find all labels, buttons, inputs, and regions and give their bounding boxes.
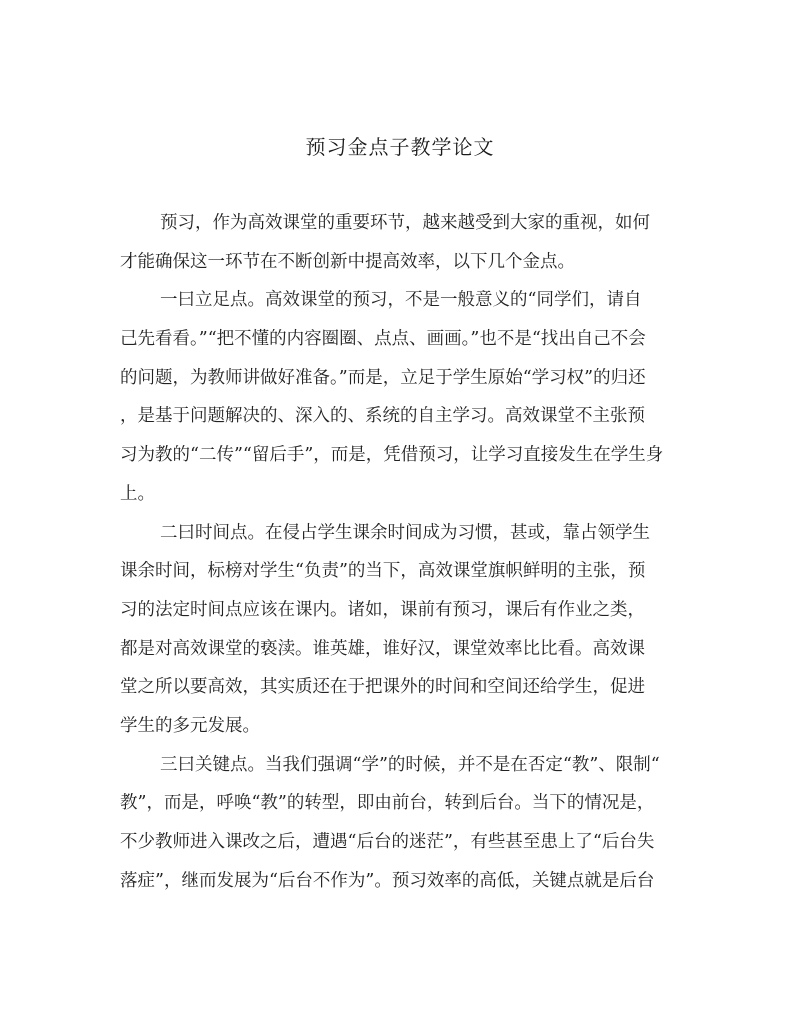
text-line: 堂之所以要高效，其实质还在于把课外的时间和空间还给学生，促进 [120,677,645,698]
text-line: 习为教的“二传”“留后手”，而是，凭借预习，让学习直接发生在学生身 [120,445,664,466]
text-line: 上。 [120,483,155,504]
text-line: 教”，而是，呼唤“教”的转型，即由前台，转到后台。当下的情况是， [120,793,655,814]
text-line: 预习，作为高效课堂的重要环节，越来越受到大家的重视，如何 [160,213,650,233]
text-line: 课余时间，标榜对学生“负责”的当下，高效课堂旗帜鲜明的主张，预 [120,561,646,582]
text-line: 学生的多元发展。 [120,715,260,736]
paragraph [120,746,686,901]
document-body [120,204,686,900]
text-line: 三曰关键点。当我们强调“学”的时候，并不是在否定“教”、限制“ [160,754,660,775]
text-line: 习的法定时间点应该在课内。诸如，课前有预习，课后有作业之类， [120,599,645,620]
paragraph [120,204,686,281]
text-line: 的问题，为教师讲做好准备。”而是，立足于学生原始“学习权”的归还 [120,367,646,388]
text-line: 不少教师进入课改之后，遭遇“后台的迷茫”，有些甚至患上了“后台失 [120,832,655,852]
paragraph [120,281,686,513]
text-line: 己先看看。”“把不懂的内容圈圈、点点、画画。”也不是“找出自己不会 [120,329,646,350]
paragraph [120,514,686,746]
text-line: ，是基于问题解决的、深入的、系统的自主学习。高效课堂不主张预 [120,406,645,427]
text-line: 都是对高效课堂的亵渎。谁英雄，谁好汉，课堂效率比比看。高效课 [120,638,645,659]
text-line: 二曰时间点。在侵占学生课余时间成为习惯，甚或，靠占领学生 [160,522,650,543]
document-title: 预习金点子教学论文 [305,135,495,159]
text-line: 一曰立足点。高效课堂的预习，不是一般意义的“同学们，请自 [160,290,642,311]
text-line: 才能确保这一环节在不断创新中提高效率，以下几个金点。 [120,251,575,272]
text-line: 落症”，继而发展为“后台不作为”。预习效率的高低，关键点就是后台 [120,870,655,891]
